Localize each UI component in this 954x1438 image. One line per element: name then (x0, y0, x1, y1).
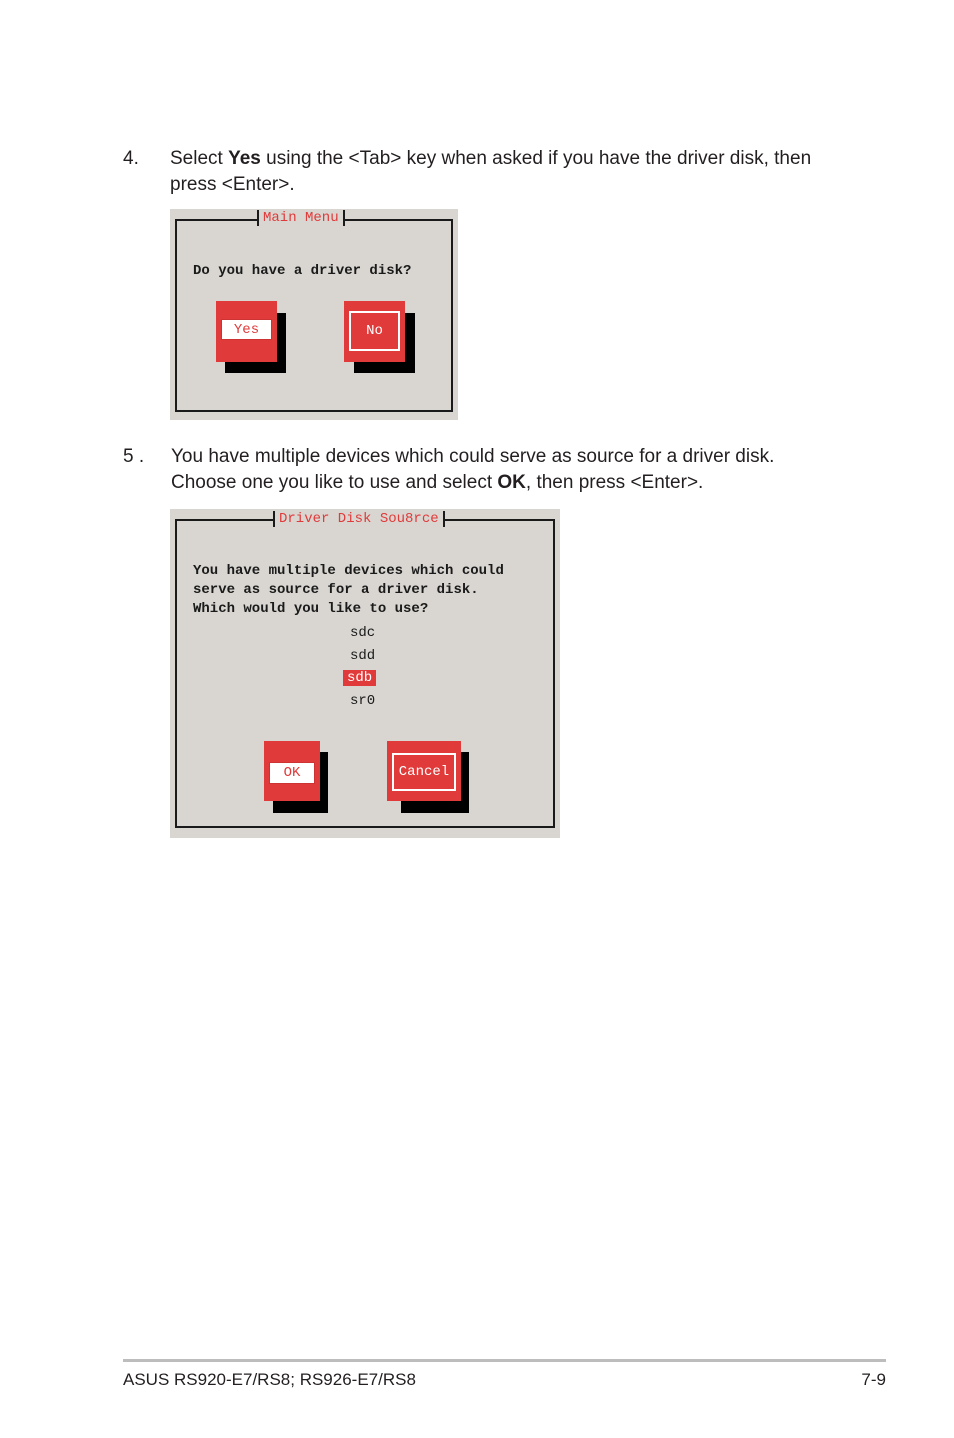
message-line-2: serve as source for a driver disk. (193, 582, 479, 598)
step-4-line-2: press <Enter>. (170, 174, 295, 195)
device-option-sr0[interactable]: sr0 (350, 693, 376, 709)
driver-source-dialog (170, 509, 560, 838)
driver-disk-dialog (170, 209, 458, 420)
ok-emphasis: OK (497, 472, 526, 493)
step-4-number: 4. (123, 148, 139, 169)
driver-disk-question: Do you have a driver disk? (193, 263, 412, 279)
yes-button-label: Yes (222, 320, 271, 339)
no-button-label: No (349, 311, 400, 351)
step-5 (123, 444, 843, 500)
message-line-3: Which would you like to use? (193, 601, 429, 617)
footer-page-number: 7-9 (861, 1370, 886, 1389)
step-4 (123, 146, 843, 202)
footer-divider (123, 1359, 886, 1362)
step-5-line-2: Choose one you like to use and select OK, then press <Enter>. (171, 472, 704, 493)
ok-button[interactable] (264, 741, 320, 801)
footer-product-name: ASUS RS920-E7/RS8; RS926-E7/RS8 (123, 1370, 416, 1389)
step-5-line-1: You have multiple devices which could serve as source for a driver disk. (171, 446, 775, 467)
dialog-title: Driver Disk Sou8rce (273, 511, 445, 527)
device-option-sdc[interactable]: sdc (350, 625, 376, 641)
cancel-button-label: Cancel (392, 753, 456, 791)
device-option-sdb[interactable]: sdb (343, 670, 376, 686)
step-5-number: 5 . (123, 446, 145, 467)
step-4-line-1: Select Yes using the <Tab> key when asked if you have the driver disk, then (170, 148, 812, 169)
message-line-1: You have multiple devices which could (193, 563, 504, 579)
yes-emphasis: Yes (228, 148, 261, 169)
no-button[interactable] (344, 301, 405, 362)
ok-button-label: OK (270, 763, 314, 783)
device-option-sdd[interactable]: sdd (350, 648, 376, 664)
dialog-title: Main Menu (257, 210, 345, 226)
yes-button[interactable] (216, 301, 277, 362)
cancel-button[interactable] (387, 741, 461, 801)
